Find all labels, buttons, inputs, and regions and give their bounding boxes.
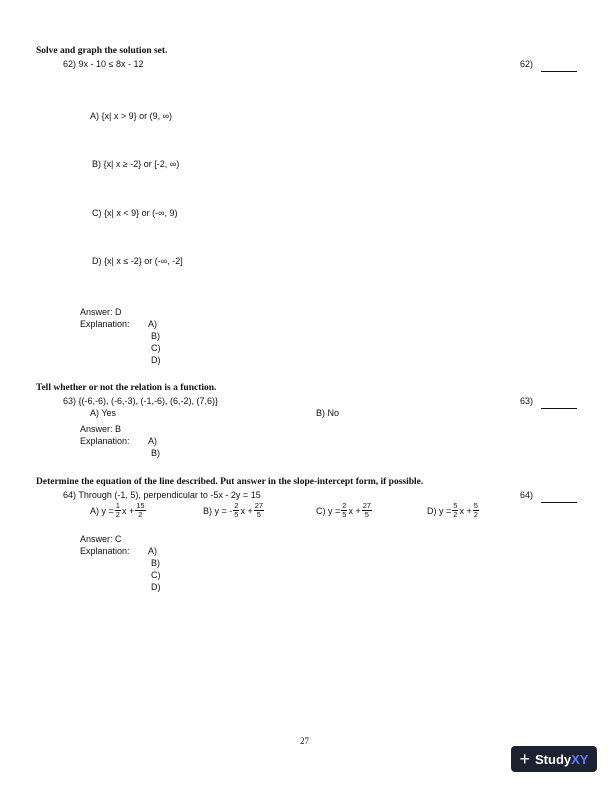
- choice-b: B) {x| x ≥ -2} or [-2, ∞): [92, 159, 180, 169]
- fraction: $\frac{27}{5}$: [254, 501, 264, 519]
- question-number: 63): [63, 396, 77, 406]
- question-number: 62): [63, 59, 77, 69]
- choice-d: D) {x| x ≤ -2} or (-∞, -2]: [92, 256, 183, 266]
- plus-icon: +: [519, 749, 531, 769]
- explanation-label-63: Explanation:: [80, 436, 130, 446]
- explanation-d: D): [151, 582, 161, 592]
- explanation-b: B): [151, 448, 160, 458]
- choice-c: C) y = $\frac{2}{5}$ x + $\frac{27}{5}$: [316, 501, 372, 519]
- question-number: 64): [63, 490, 77, 500]
- explanation-c: C): [151, 570, 161, 580]
- question-text: {(-6,-6), (-6,-3), (-1,-6), (6,-2), (7,6)}: [78, 396, 219, 406]
- explanation-a: A): [148, 546, 157, 556]
- explanation-d: D): [151, 355, 161, 365]
- choice-c: C) {x| x < 9} or (-∞, 9): [92, 208, 178, 218]
- explanation-a: A): [148, 319, 157, 329]
- question-text: Through (-1, 5), perpendicular to -5x - 2y = 15: [78, 490, 261, 500]
- explanation-b: B): [151, 331, 160, 341]
- question-62: [63, 59, 144, 69]
- page-number: 27: [300, 736, 309, 746]
- choice-no: B) No: [316, 408, 340, 418]
- logo-word: Study: [535, 751, 572, 767]
- answer-label-62: 62): [520, 59, 534, 69]
- question-63: [63, 396, 218, 406]
- explanation-b: B): [151, 558, 160, 568]
- explanation-a: A): [148, 436, 157, 446]
- explanation-c: C): [151, 343, 161, 353]
- choice-a: A) y = $\frac{1}{2}$ x + $\frac{15}{2}$: [90, 501, 145, 519]
- answer-label-63: 63): [520, 396, 534, 406]
- studyxy-logo[interactable]: [511, 746, 597, 772]
- answer-label-64: 64): [520, 490, 534, 500]
- choice-a: A) {x| x > 9} or (9, ∞): [90, 111, 173, 121]
- section-heading-3: Determine the equation of the line described. Put answer in the slope-intercept form, if possible.: [36, 477, 424, 487]
- fraction: $\frac{5}{2}$: [473, 501, 478, 519]
- choice-yes: A) Yes: [90, 408, 117, 418]
- fraction: $\frac{2}{5}$: [234, 501, 239, 519]
- fraction: $\frac{15}{2}$: [136, 501, 145, 519]
- answer-62: Answer: D: [80, 307, 122, 317]
- choice-d: D) y = $\frac{5}{2}$ x + $\frac{5}{2}$: [427, 501, 478, 519]
- fraction: $\frac{1}{2}$: [115, 501, 120, 519]
- explanation-label-64: Explanation:: [80, 546, 130, 556]
- section-heading-2: Tell whether or not the relation is a function.: [36, 383, 217, 393]
- choice-b: B) y = - $\frac{2}{5}$ x + $\frac{27}{5}$: [203, 501, 264, 519]
- answer-blank-62[interactable]: [541, 71, 577, 72]
- answer-blank-63[interactable]: [541, 408, 577, 409]
- logo-accent: XY: [571, 751, 589, 767]
- answer-63: Answer: B: [80, 424, 122, 434]
- fraction: $\frac{27}{5}$: [362, 501, 372, 519]
- answer-blank-64[interactable]: [541, 502, 577, 503]
- question-text: 9x - 10 ≤ 8x - 12: [78, 59, 144, 69]
- fraction: $\frac{5}{2}$: [453, 501, 458, 519]
- question-64: [63, 490, 261, 500]
- section-heading-1: Solve and graph the solution set.: [36, 46, 168, 56]
- fraction: $\frac{2}{5}$: [342, 501, 347, 519]
- answer-64: Answer: C: [80, 534, 122, 544]
- explanation-label-62: Explanation:: [80, 319, 130, 329]
